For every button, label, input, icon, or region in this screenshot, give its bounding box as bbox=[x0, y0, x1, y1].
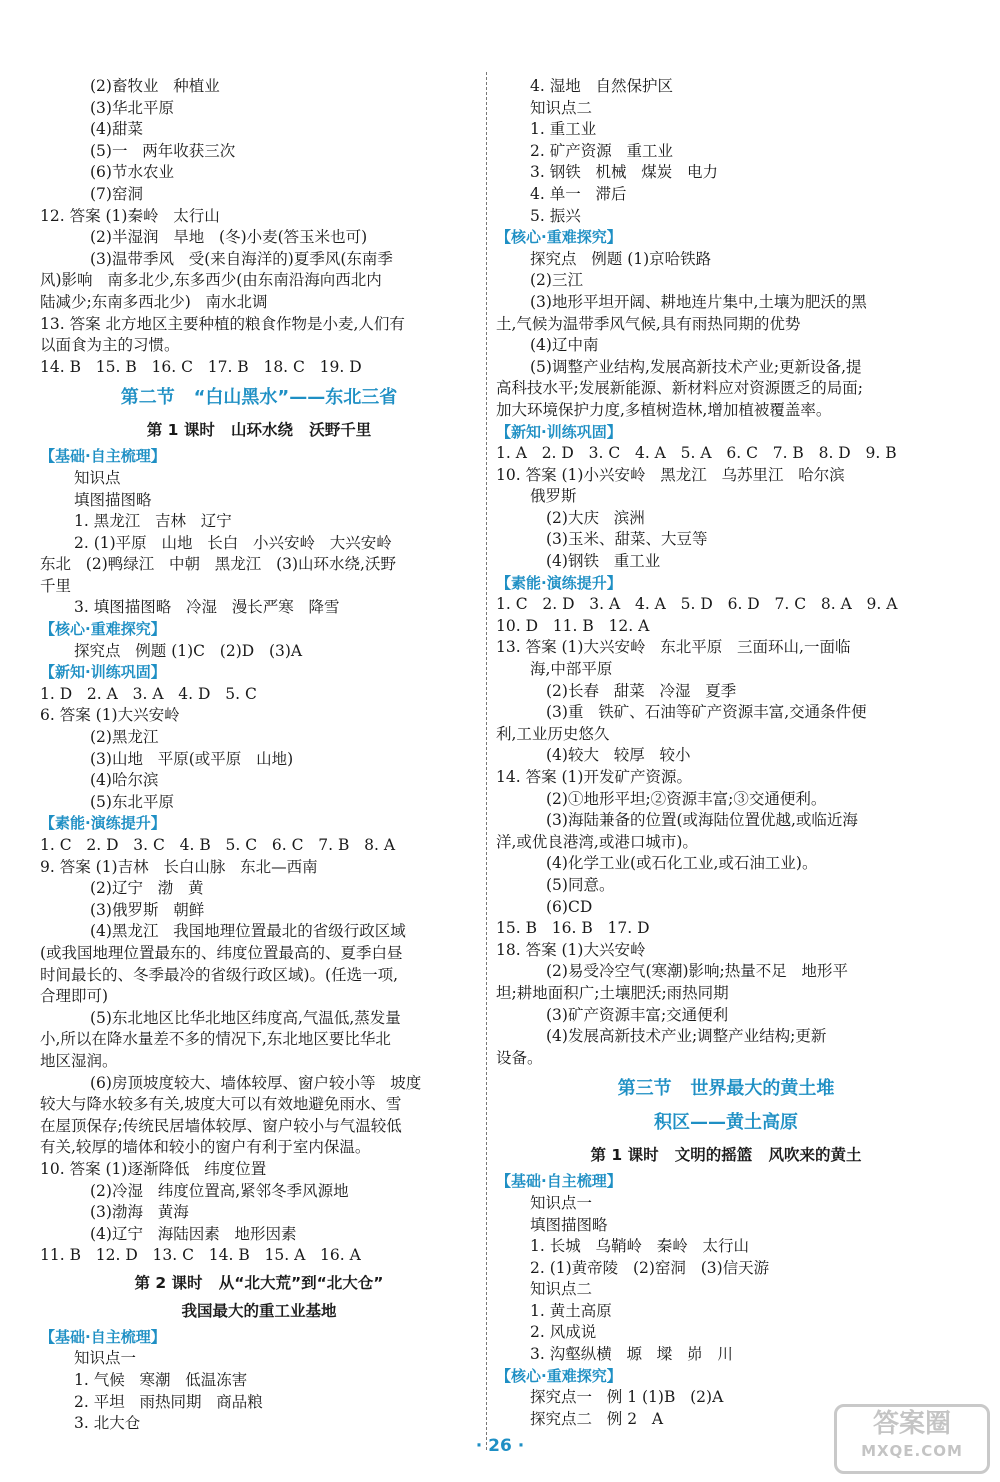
answer-line: 4. 单一 滞后 bbox=[530, 184, 627, 203]
answer-line: 3. 钢铁 机械 煤炭 电力 bbox=[530, 163, 719, 182]
answer-line: (5)一 两年收获三次 bbox=[90, 141, 236, 160]
answer-line: 填图描图略 bbox=[74, 490, 152, 509]
answer-line: (6)房顶坡度较大、墙体较厚、窗户较小等 坡度 bbox=[90, 1073, 422, 1092]
answer-line: (2)辽宁 渤 黄 bbox=[90, 879, 204, 898]
answer-line: 填图描图略 bbox=[530, 1215, 608, 1234]
answer-line: (2)半湿润 旱地 (冬)小麦(答玉米也可) bbox=[90, 228, 368, 247]
answer-line: 6. 答案 (1)大兴安岭 bbox=[40, 706, 180, 725]
answer-line: (2)①地形平坦;②资源丰富;③交通便利。 bbox=[546, 789, 827, 808]
answer-line: 1. D 2. A 3. A 4. D 5. C bbox=[40, 684, 257, 703]
answer-line: (2)大庆 滨洲 bbox=[546, 508, 645, 527]
answer-line: (2)畜牧业 种植业 bbox=[90, 77, 220, 95]
answer-line: (3)矿产资源丰富;交通便利 bbox=[546, 1005, 729, 1024]
answer-line: 风)影响 南多北少,东多西少(由东南沿海向西北内 bbox=[40, 271, 382, 290]
answer-line: 2. (1)平原 山地 长白 小兴安岭 大兴安岭 bbox=[74, 533, 392, 552]
watermark-logo bbox=[834, 1404, 990, 1474]
answer-line: (3)渤海 黄海 bbox=[90, 1203, 189, 1222]
answer-line: (4)黑龙江 我国地理位置最北的省级行政区域 bbox=[90, 922, 406, 941]
subsection-header: 【新知·训练巩固】 bbox=[40, 663, 166, 682]
answer-line: 千里 bbox=[40, 576, 72, 595]
subsection-header: 【基础·自主梳理】 bbox=[40, 447, 166, 466]
answer-line: 2. 矿产资源 重工业 bbox=[530, 141, 673, 160]
answer-line: 利,工业历史悠久 bbox=[496, 724, 610, 743]
answer-line: (5)同意。 bbox=[546, 875, 615, 894]
answer-line: 1. 气候 寒潮 低温冻害 bbox=[74, 1371, 248, 1390]
answer-line: (6)节水农业 bbox=[90, 163, 174, 182]
answer-line: (或我国地理位置最东的、纬度位置最高的、夏季白昼 bbox=[40, 943, 403, 962]
answer-line: 1. C 2. D 3. A 4. A 5. D 6. D 7. C 8. A 9. A bbox=[496, 595, 898, 614]
watermark-title: 答案圈 bbox=[872, 1409, 951, 1439]
answer-line: 3. 沟壑纵横 塬 墚 峁 川 bbox=[530, 1345, 733, 1364]
subsection-header: 【核心·重难探究】 bbox=[40, 620, 166, 639]
answer-line: (2)长春 甜菜 冷湿 夏季 bbox=[546, 681, 737, 700]
watermark-url: MXQE.COM bbox=[861, 1442, 963, 1460]
left-column bbox=[40, 76, 478, 1435]
right-column bbox=[496, 76, 956, 1430]
answer-line: 时间最长的、冬季最冷的省级行政区域)。(任选一项, bbox=[40, 965, 399, 984]
answer-line: (4)钢铁 重工业 bbox=[546, 552, 661, 571]
answer-line: 坦;耕地面积广;土壤肥沃;雨热同期 bbox=[496, 983, 729, 1002]
answer-line: (4)辽中南 bbox=[530, 336, 599, 355]
answer-line: 洋,或优良港湾,或港口城市)。 bbox=[496, 832, 698, 851]
subsection-header: 【新知·训练巩固】 bbox=[496, 422, 622, 441]
answer-line: (7)窑洞 bbox=[90, 184, 143, 203]
answer-line: 较大与降水较多有关,坡度大可以有效地避免雨水、雪 bbox=[40, 1095, 402, 1114]
answer-line: (3)山地 平原(或平原 山地) bbox=[90, 749, 294, 768]
answer-line: 陆减少;东南多西北少) 南水北调 bbox=[40, 292, 268, 311]
section-title: 积区——黄土高原 bbox=[654, 1112, 798, 1134]
answer-line: 2. 风成说 bbox=[530, 1323, 597, 1342]
answer-line: (4)化学工业(或石化工业,或石油工业)。 bbox=[546, 854, 818, 873]
lesson-title: 第 1 课时 山环水绕 沃野千里 bbox=[146, 421, 372, 440]
lesson-title: 第 1 课时 文明的摇篮 风吹来的黄土 bbox=[590, 1146, 862, 1165]
subsection-header: 【核心·重难探究】 bbox=[496, 1366, 622, 1385]
answer-line: 1. 黄土高原 bbox=[530, 1301, 612, 1320]
lesson-title: 第 2 课时 从“北大荒”到“北大仓” bbox=[134, 1273, 384, 1292]
answer-line: 高科技水平;发展新能源、新材料应对资源匮乏的局面; bbox=[496, 379, 863, 398]
answer-line: 知识点二 bbox=[530, 1280, 593, 1299]
answer-line: 探究点 例题 (1)C (2)D (3)A bbox=[74, 641, 303, 660]
answer-line: (2)黑龙江 bbox=[90, 728, 159, 747]
answer-line: 5. 振兴 bbox=[530, 206, 581, 225]
answer-line: 10. 答案 (1)逐渐降低 纬度位置 bbox=[40, 1159, 267, 1178]
answer-line: (4)哈尔滨 bbox=[90, 771, 159, 790]
lesson-title: 我国最大的重工业基地 bbox=[181, 1301, 337, 1320]
answer-line: 3. 北大仓 bbox=[74, 1414, 141, 1433]
answer-line: (3)重 铁矿、石油等矿产资源丰富,交通条件便 bbox=[546, 703, 867, 722]
answer-line: 探究点一 例 1 (1)B (2)A bbox=[530, 1388, 724, 1407]
answer-line: 知识点 bbox=[74, 468, 121, 487]
answer-line: (5)东北地区比华北地区纬度高,气温低,蒸发量 bbox=[90, 1008, 401, 1027]
answer-line: 14. 答案 (1)开发矿产资源。 bbox=[496, 768, 692, 786]
answer-line: 以面食为主的习惯。 bbox=[40, 336, 180, 355]
answer-line: 13. 答案 (1)大兴安岭 东北平原 三面环山,一面临 bbox=[496, 638, 851, 657]
answer-line: 12. 答案 (1)秦岭 太行山 bbox=[40, 206, 220, 225]
answer-line: 9. 答案 (1)吉林 长白山脉 东北—西南 bbox=[40, 857, 318, 876]
answer-line: (3)俄罗斯 朝鲜 bbox=[90, 900, 205, 919]
answer-line: 土,气候为温带季风气候,具有雨热同期的优势 bbox=[496, 314, 801, 333]
subsection-header: 【核心·重难探究】 bbox=[496, 228, 622, 247]
answer-line: 知识点一 bbox=[74, 1349, 137, 1368]
page-number: · 26 · bbox=[475, 1436, 525, 1456]
answer-line: 11. B 12. D 13. C 14. B 15. A 16. A bbox=[40, 1246, 361, 1265]
answer-line: 10. 答案 (1)小兴安岭 黑龙江 乌苏里江 哈尔滨 bbox=[496, 465, 845, 484]
answer-line: 4. 湿地 自然保护区 bbox=[530, 77, 673, 95]
section-title: 第三节 世界最大的黄土堆 bbox=[617, 1078, 835, 1100]
answer-line: 知识点一 bbox=[530, 1193, 593, 1212]
section-title: 第二节 “白山黑水”——东北三省 bbox=[120, 387, 398, 409]
subsection-header: 【基础·自主梳理】 bbox=[496, 1172, 622, 1191]
answer-line: 知识点二 bbox=[530, 98, 593, 117]
subsection-header: 【素能·演练提升】 bbox=[40, 814, 166, 833]
answer-line: 有关,较厚的墙体和较小的窗户有利于室内保温。 bbox=[40, 1138, 371, 1157]
answer-line: 10. D 11. B 12. A bbox=[496, 616, 650, 635]
answer-line: (3)海陆兼备的位置(或海陆位置优越,或临近海 bbox=[546, 811, 858, 830]
answer-line: (3)地形平坦开阔、耕地连片集中,土壤为肥沃的黑 bbox=[530, 292, 867, 311]
subsection-header: 【基础·自主梳理】 bbox=[40, 1327, 166, 1346]
answer-line: (4)较大 较厚 较小 bbox=[546, 746, 691, 765]
answer-line: 东北 (2)鸭绿江 中朝 黑龙江 (3)山环水绕,沃野 bbox=[40, 555, 396, 574]
answer-line: 加大环境保护力度,多植树造林,增加植被覆盖率。 bbox=[496, 400, 832, 419]
answer-line: (4)发展高新技术产业;调整产业结构;更新 bbox=[546, 1027, 827, 1046]
answer-line: 1. 长城 乌鞘岭 秦岭 太行山 bbox=[530, 1237, 750, 1256]
answer-line: (4)甜菜 bbox=[90, 120, 143, 139]
answer-line: 2. 平坦 雨热同期 商品粮 bbox=[74, 1392, 263, 1411]
answer-line: 3. 填图描图略 冷湿 漫长严寒 降雪 bbox=[74, 598, 340, 617]
answer-line: 小,所以在降水量差不多的情况下,东北地区要比华北 bbox=[40, 1030, 391, 1049]
answer-line: (2)冷湿 纬度位置高,紧邻冬季风源地 bbox=[90, 1181, 349, 1200]
answer-line: 14. B 15. B 16. C 17. B 18. C 19. D bbox=[40, 357, 362, 376]
answer-line: (5)调整产业结构,发展高新技术产业;更新设备,提 bbox=[530, 357, 862, 376]
answer-line: 探究点二 例 2 A bbox=[530, 1409, 664, 1428]
answer-line: 18. 答案 (1)大兴安岭 bbox=[496, 940, 646, 959]
answer-line: 13. 答案 北方地区主要种植的粮食作物是小麦,人们有 bbox=[40, 314, 405, 333]
answer-line: (4)辽宁 海陆因素 地形因素 bbox=[90, 1224, 297, 1243]
column-divider bbox=[486, 72, 487, 1450]
answer-line: 合理即可) bbox=[40, 987, 109, 1006]
answer-line: (3)玉米、甜菜、大豆等 bbox=[546, 530, 708, 549]
answer-line: 在屋顶保存;传统民居墙体较厚、窗户较小与气温较低 bbox=[40, 1116, 402, 1135]
subsection-header: 【素能·演练提升】 bbox=[496, 573, 622, 592]
answer-line: (2)易受冷空气(寒潮)影响;热量不足 地形平 bbox=[546, 962, 849, 981]
answer-line: 1. 黑龙江 吉林 辽宁 bbox=[74, 512, 232, 531]
answer-line: 1. C 2. D 3. C 4. B 5. C 6. C 7. B 8. A bbox=[40, 836, 396, 854]
answer-line: 海,中部平原 bbox=[530, 660, 613, 679]
answer-line: 15. B 16. B 17. D bbox=[496, 919, 650, 938]
answer-line: (5)东北平原 bbox=[90, 792, 174, 811]
answer-line: (3)华北平原 bbox=[90, 98, 174, 117]
answer-line: 1. 重工业 bbox=[530, 120, 597, 139]
answer-line: (3)温带季风 受(来自海洋的)夏季风(东南季 bbox=[90, 249, 393, 268]
answer-line: 1. A 2. D 3. C 4. A 5. A 6. C 7. B 8. D 9. B bbox=[496, 444, 897, 463]
answer-line: (2)三江 bbox=[530, 271, 583, 290]
answer-line: (6)CD bbox=[546, 897, 593, 916]
answer-line: 探究点 例题 (1)京哈铁路 bbox=[530, 249, 712, 268]
answer-line: 俄罗斯 bbox=[530, 487, 577, 506]
answer-line: 设备。 bbox=[496, 1048, 543, 1067]
answer-line: 2. (1)黄帝陵 (2)窑洞 (3)信天游 bbox=[530, 1258, 770, 1277]
answer-line: 地区湿润。 bbox=[40, 1051, 118, 1070]
